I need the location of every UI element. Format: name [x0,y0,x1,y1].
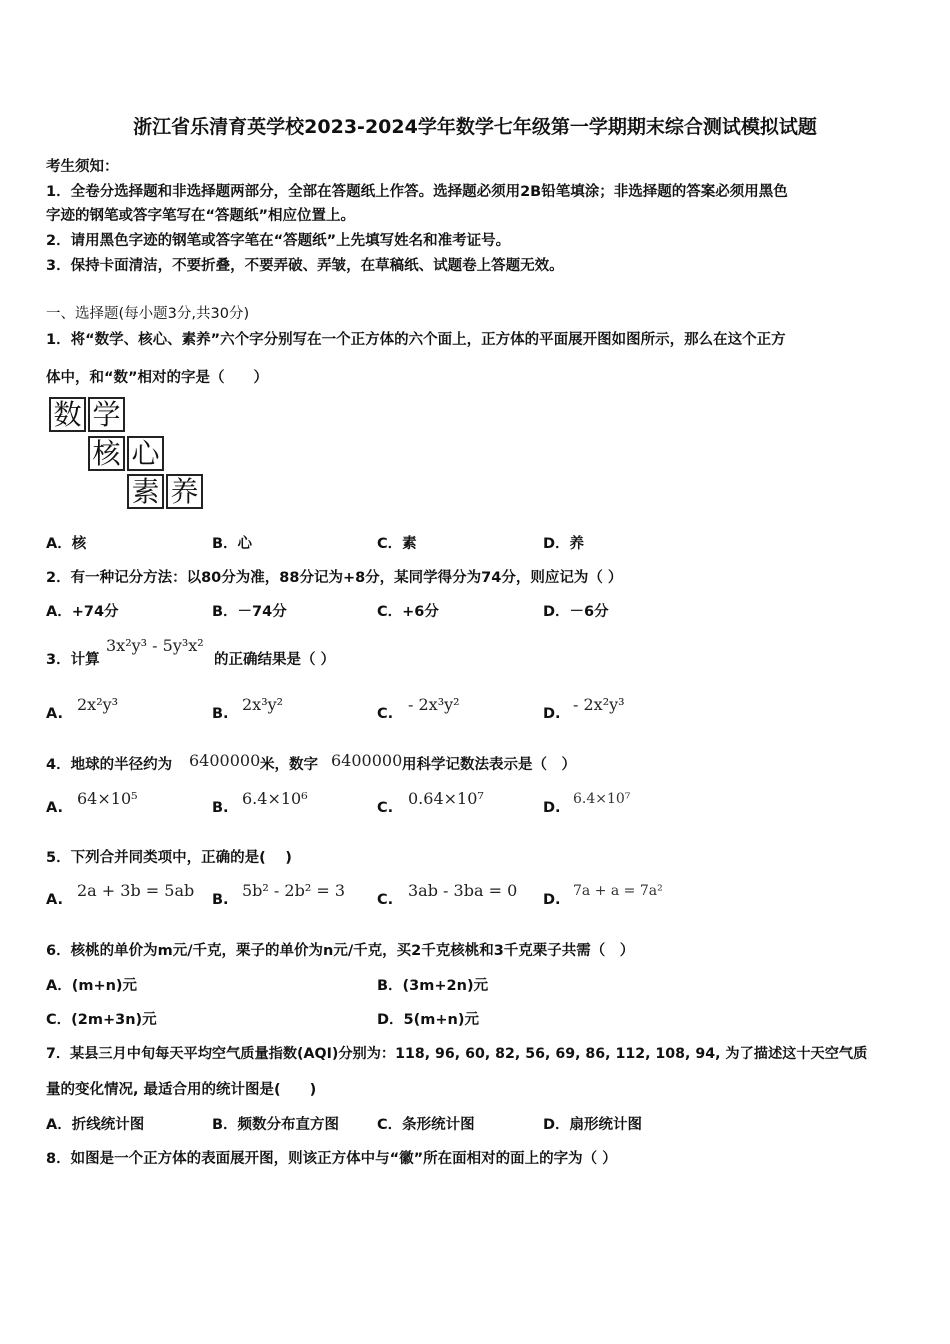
q2-option-d[interactable]: D．－6分 [543,604,609,620]
q4-option-d[interactable]: 6.4×10⁷ [573,791,631,807]
q5-option-b[interactable]: 5b² - 2b² = 3 [242,881,346,900]
q4-label-c: C. [377,800,394,816]
q1-stem-line-1: 1．将“数学、核心、素养”六个字分别写在一个正方体的六个面上，正方体的平面展开图如图所示，那么在这个正方 [46,332,786,348]
q3-label-c: C. [377,706,394,722]
q1-option-a[interactable]: A．核 [46,536,87,552]
q6-option-d[interactable]: D．5(m+n)元 [377,1012,479,1028]
q1-option-c[interactable]: C．素 [377,536,417,552]
q4-option-b[interactable]: 6.4×10⁶ [242,789,308,808]
q7-option-d[interactable]: D．扇形统计图 [543,1117,643,1133]
q2-option-b[interactable]: B．－74分 [212,604,287,620]
notice-line-4: 3．保持卡面清洁，不要折叠，不要弄破、弄皱，在草稿纸、试题卷上答题无效。 [46,258,564,274]
q4-label-b: B. [212,800,229,816]
q3-option-d[interactable]: - 2x²y³ [573,695,625,714]
q4-stem-mid: 米，数字 [260,757,318,773]
notice-line-2: 字迹的钢笔或答字笔写在“答题纸”相应位置上。 [46,208,356,224]
q5-label-c: C. [377,892,394,908]
q1-option-b[interactable]: B．心 [212,536,253,552]
q4-stem-suffix: 用科学记数法表示是（ ） [402,757,576,773]
q7-stem-line-1: 7．某县三月中旬每天平均空气质量指数(AQI)分别为：118, 96, 60, 82, 56, 69, 86, 112, 108, 94, 为了描述这十天空气质 [46,1046,868,1062]
q5-label-a: A. [46,892,63,908]
net-cell-he: 核 [88,436,125,471]
q5-label-b: B. [212,892,229,908]
q4-option-c[interactable]: 0.64×10⁷ [408,789,484,808]
q5-stem: 5．下列合并同类项中，正确的是( ) [46,850,292,866]
q4-label-a: A. [46,800,63,816]
net-cell-shu: 数 [49,397,86,432]
notice-line-1: 1．全卷分选择题和非选择题两部分，全部在答题纸上作答。选择题必须用2B铅笔填涂；非选择题的答案必须用黑色 [46,184,788,200]
q2-option-a[interactable]: A．+74分 [46,604,119,620]
q4-number-2: 6400000 [331,751,403,770]
q5-option-d[interactable]: 7a + a = 7a² [573,883,663,899]
q7-option-a[interactable]: A．折线统计图 [46,1117,145,1133]
net-cell-yang: 养 [166,474,203,509]
q3-expression: 3x²y³ - 5y³x² [106,636,204,655]
notice-heading: 考生须知： [46,159,119,175]
net-cell-xue: 学 [88,397,125,432]
q3-stem-suffix: 的正确结果是（ ） [214,652,336,668]
q7-stem-line-2: 量的变化情况, 最适合用的统计图是( ) [46,1082,317,1098]
q3-option-b[interactable]: 2x³y² [242,695,284,714]
q3-option-a[interactable]: 2x²y³ [77,695,119,714]
q6-option-c[interactable]: C．(2m+3n)元 [46,1012,157,1028]
q6-option-a[interactable]: A．(m+n)元 [46,978,138,994]
q3-stem-prefix: 3．计算 [46,652,100,668]
q7-option-b[interactable]: B．频数分布直方图 [212,1117,340,1133]
net-cell-xin: 心 [127,436,164,471]
q8-stem: 8．如图是一个正方体的表面展开图，则该正方体中与“徽”所在面相对的面上的字为（ ） [46,1151,617,1167]
q2-option-c[interactable]: C．+6分 [377,604,439,620]
q5-label-d: D. [543,892,561,908]
q3-label-b: B. [212,706,229,722]
q3-option-c[interactable]: - 2x³y² [408,695,460,714]
notice-line-3: 2．请用黑色字迹的钢笔或答字笔在“答题纸”上先填写姓名和准考证号。 [46,233,511,249]
q3-label-a: A. [46,706,63,722]
q4-number-1: 6400000 [189,751,261,770]
q7-option-c[interactable]: C．条形统计图 [377,1117,475,1133]
q2-stem: 2．有一种记分方法：以80分为准，88分记为+8分，某同学得分为74分，则应记为（ ） [46,570,623,586]
q6-option-b[interactable]: B．(3m+2n)元 [377,978,489,994]
q4-stem-prefix: 4．地球的半径约为 [46,757,173,773]
q1-stem-line-2: 体中，和“数”相对的字是（ ） [46,370,269,386]
q1-option-d[interactable]: D．养 [543,536,585,552]
q4-label-d: D. [543,800,561,816]
q5-option-c[interactable]: 3ab - 3ba = 0 [408,881,518,900]
q4-option-a[interactable]: 64×10⁵ [77,789,138,808]
q5-option-a[interactable]: 2a + 3b = 5ab [77,881,195,900]
q3-label-d: D. [543,706,561,722]
net-cell-su: 素 [127,474,164,509]
section-heading: 一、选择题(每小题3分,共30分) [46,306,250,322]
q6-stem: 6．核桃的单价为m元/千克，栗子的单价为n元/千克，买2千克核桃和3千克栗子共需（ ） [46,943,635,959]
page-title: 浙江省乐清育英学校2023-2024学年数学七年级第一学期期末综合测试模拟试题 [133,116,817,138]
